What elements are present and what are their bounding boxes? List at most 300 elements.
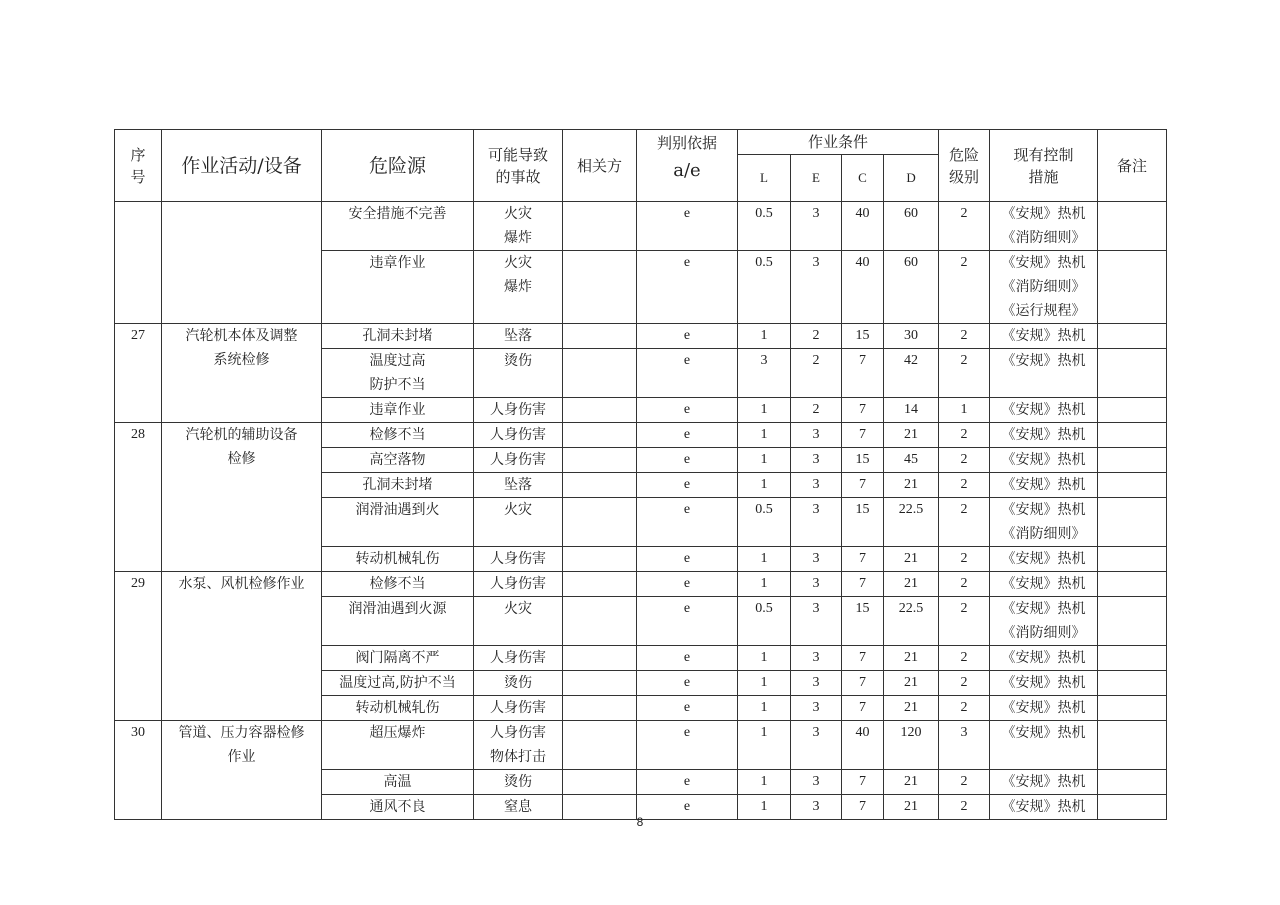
remark-cell [1098, 423, 1167, 448]
level-cell: 2 [939, 251, 990, 324]
hazard-cell-line: 超压爆炸 [369, 725, 426, 741]
hazard-cell [322, 597, 474, 646]
L-cell: 0.5 [738, 597, 791, 646]
accident-cell [474, 498, 563, 547]
basis-cell: e [637, 795, 738, 820]
L-cell: 3 [738, 349, 791, 398]
level-cell: 3 [939, 721, 990, 770]
basis-cell: e [637, 251, 738, 324]
control-cell [990, 671, 1098, 696]
C-cell: 7 [842, 770, 884, 795]
L-cell: 1 [738, 448, 791, 473]
accident-cell [474, 251, 563, 324]
activity-cell-line: 系统检修 [213, 352, 270, 368]
control-cell [990, 721, 1098, 770]
header-conditions: 作业条件 [738, 130, 939, 155]
accident-cell-line: 爆炸 [504, 230, 532, 246]
related-cell [563, 770, 637, 795]
hazard-cell [322, 473, 474, 498]
control-cell [990, 547, 1098, 572]
basis-cell: e [637, 696, 738, 721]
related-cell [563, 423, 637, 448]
basis-cell: e [637, 721, 738, 770]
remark-cell [1098, 646, 1167, 671]
basis-cell: e [637, 646, 738, 671]
accident-cell [474, 324, 563, 349]
C-cell: 7 [842, 349, 884, 398]
control-cell-line: 《安规》热机 [1001, 502, 1086, 518]
table-row [115, 572, 1167, 597]
control-cell-line: 《安规》热机 [1001, 774, 1086, 790]
C-cell: 40 [842, 721, 884, 770]
hazard-assessment-table [114, 129, 1167, 820]
level-cell: 2 [939, 671, 990, 696]
table-header [115, 130, 1167, 202]
D-cell: 60 [884, 251, 939, 324]
L-cell: 1 [738, 696, 791, 721]
E-cell: 3 [791, 671, 842, 696]
accident-cell [474, 349, 563, 398]
E-cell: 2 [791, 398, 842, 423]
activity-cell-line: 管道、压力容器检修 [178, 725, 305, 741]
control-cell [990, 398, 1098, 423]
remark-cell [1098, 770, 1167, 795]
hazard-cell-line: 温度过高,防护不当 [339, 675, 456, 691]
D-cell: 60 [884, 202, 939, 251]
activity-cell-line: 汽轮机本体及调整 [185, 328, 298, 344]
accident-cell-line: 人身伤害 [490, 725, 546, 741]
L-cell: 0.5 [738, 498, 791, 547]
header-remark: 备注 [1098, 130, 1167, 202]
accident-cell [474, 398, 563, 423]
activity-cell [162, 423, 322, 572]
related-cell [563, 202, 637, 251]
hazard-cell [322, 572, 474, 597]
control-cell-line: 《安规》热机 [1001, 206, 1086, 222]
remark-cell [1098, 448, 1167, 473]
D-cell: 22.5 [884, 597, 939, 646]
remark-cell [1098, 473, 1167, 498]
control-cell-line: 《安规》热机 [1001, 725, 1086, 741]
D-cell: 21 [884, 770, 939, 795]
level-cell: 2 [939, 448, 990, 473]
D-cell: 30 [884, 324, 939, 349]
accident-cell [474, 547, 563, 572]
header-hazard: 危险源 [322, 130, 474, 202]
control-cell-line: 《消防细则》 [1001, 625, 1086, 641]
remark-cell [1098, 349, 1167, 398]
D-cell: 14 [884, 398, 939, 423]
control-cell [990, 448, 1098, 473]
C-cell: 7 [842, 795, 884, 820]
accident-cell-line: 爆炸 [504, 279, 532, 295]
related-cell [563, 448, 637, 473]
basis-cell: e [637, 671, 738, 696]
hazard-cell-line: 润滑油遇到火源 [348, 601, 447, 617]
accident-cell [474, 423, 563, 448]
header-control-line: 现有控制 [1013, 145, 1074, 164]
control-cell-line: 《安规》热机 [1001, 576, 1086, 592]
L-cell: 1 [738, 324, 791, 349]
L-cell: 0.5 [738, 251, 791, 324]
hazard-cell-line: 通风不良 [369, 799, 426, 815]
E-cell: 3 [791, 448, 842, 473]
related-cell [563, 646, 637, 671]
related-cell [563, 324, 637, 349]
seq-cell [115, 202, 162, 324]
control-cell [990, 324, 1098, 349]
accident-cell [474, 671, 563, 696]
L-cell: 0.5 [738, 202, 791, 251]
level-cell: 2 [939, 597, 990, 646]
header-control [990, 130, 1098, 202]
control-cell-line: 《安规》热机 [1001, 700, 1086, 716]
D-cell: 42 [884, 349, 939, 398]
hazard-cell-line: 防护不当 [369, 377, 426, 393]
level-cell: 2 [939, 423, 990, 448]
header-activity: 作业活动/设备 [162, 130, 322, 202]
accident-cell-line: 火灾 [504, 255, 532, 271]
E-cell: 3 [791, 572, 842, 597]
accident-cell-line: 烫伤 [504, 774, 532, 790]
accident-cell-line: 烫伤 [504, 675, 532, 691]
related-cell [563, 473, 637, 498]
hazard-cell-line: 安全措施不完善 [348, 206, 447, 222]
C-cell: 7 [842, 572, 884, 597]
D-cell: 21 [884, 646, 939, 671]
level-cell: 2 [939, 696, 990, 721]
accident-cell [474, 448, 563, 473]
related-cell [563, 398, 637, 423]
L-cell: 1 [738, 770, 791, 795]
hazard-cell-line: 违章作业 [369, 255, 426, 271]
C-cell: 7 [842, 547, 884, 572]
C-cell: 7 [842, 646, 884, 671]
header-accident [474, 130, 563, 202]
remark-cell [1098, 398, 1167, 423]
header-control-line: 措施 [1028, 167, 1059, 186]
hazard-cell [322, 646, 474, 671]
accident-cell-line: 人身伤害 [490, 402, 546, 418]
hazard-cell-line: 检修不当 [369, 576, 426, 592]
accident-cell-line: 火灾 [504, 601, 532, 617]
level-cell: 2 [939, 498, 990, 547]
header-seq [115, 130, 162, 202]
control-cell-line: 《消防细则》 [1001, 526, 1086, 542]
D-cell: 21 [884, 572, 939, 597]
basis-cell: e [637, 473, 738, 498]
hazard-cell-line: 检修不当 [369, 427, 426, 443]
accident-cell-line: 人身伤害 [490, 700, 546, 716]
E-cell: 3 [791, 721, 842, 770]
seq-cell: 29 [115, 572, 162, 721]
remark-cell [1098, 547, 1167, 572]
remark-cell [1098, 597, 1167, 646]
header-related: 相关方 [563, 130, 637, 202]
C-cell: 15 [842, 324, 884, 349]
E-cell: 2 [791, 349, 842, 398]
related-cell [563, 671, 637, 696]
header-basis [637, 130, 738, 202]
related-cell [563, 547, 637, 572]
level-cell: 1 [939, 398, 990, 423]
control-cell-line: 《安规》热机 [1001, 650, 1086, 666]
accident-cell [474, 473, 563, 498]
C-cell: 40 [842, 202, 884, 251]
activity-cell [162, 324, 322, 423]
table-row [115, 721, 1167, 770]
accident-cell [474, 721, 563, 770]
seq-cell: 28 [115, 423, 162, 572]
C-cell: 7 [842, 398, 884, 423]
level-cell: 2 [939, 572, 990, 597]
L-cell: 1 [738, 398, 791, 423]
table-row [115, 423, 1167, 448]
level-cell: 2 [939, 770, 990, 795]
hazard-cell [322, 251, 474, 324]
accident-cell-line: 火灾 [504, 502, 532, 518]
control-cell-line: 《运行规程》 [1001, 303, 1086, 319]
basis-cell: e [637, 770, 738, 795]
accident-cell [474, 597, 563, 646]
related-cell [563, 251, 637, 324]
header-level [939, 130, 990, 202]
related-cell [563, 572, 637, 597]
remark-cell [1098, 671, 1167, 696]
D-cell: 21 [884, 547, 939, 572]
control-cell [990, 597, 1098, 646]
basis-cell: e [637, 423, 738, 448]
L-cell: 1 [738, 547, 791, 572]
accident-cell [474, 696, 563, 721]
E-cell: 3 [791, 597, 842, 646]
hazard-cell [322, 349, 474, 398]
header-level-line: 级别 [949, 167, 980, 186]
basis-cell: e [637, 498, 738, 547]
related-cell [563, 696, 637, 721]
hazard-cell-line: 转动机械轧伤 [355, 551, 440, 567]
basis-cell: e [637, 572, 738, 597]
D-cell: 22.5 [884, 498, 939, 547]
control-cell-line: 《安规》热机 [1001, 328, 1086, 344]
E-cell: 3 [791, 202, 842, 251]
level-cell: 2 [939, 349, 990, 398]
E-cell: 2 [791, 324, 842, 349]
E-cell: 3 [791, 646, 842, 671]
L-cell: 1 [738, 423, 791, 448]
header-E: E [791, 155, 842, 202]
control-cell-line: 《安规》热机 [1001, 402, 1086, 418]
accident-cell [474, 646, 563, 671]
E-cell: 3 [791, 473, 842, 498]
header-seq-line: 序 [130, 145, 146, 164]
hazard-cell [322, 398, 474, 423]
accident-cell-line: 人身伤害 [490, 650, 546, 666]
hazard-cell-line: 违章作业 [369, 402, 426, 418]
hazard-cell [322, 770, 474, 795]
accident-cell [474, 572, 563, 597]
C-cell: 7 [842, 423, 884, 448]
hazard-cell-line: 孔洞未封堵 [362, 477, 433, 493]
basis-cell: e [637, 398, 738, 423]
basis-cell: e [637, 324, 738, 349]
header-basis-ae: a/e [673, 160, 701, 181]
control-cell [990, 770, 1098, 795]
control-cell [990, 349, 1098, 398]
D-cell: 21 [884, 795, 939, 820]
E-cell: 3 [791, 423, 842, 448]
header-level-line: 危险 [949, 145, 980, 164]
hazard-cell [322, 324, 474, 349]
control-cell-line: 《安规》热机 [1001, 452, 1086, 468]
hazard-cell-line: 孔洞未封堵 [362, 328, 433, 344]
hazard-cell-line: 润滑油遇到火 [355, 502, 440, 518]
L-cell: 1 [738, 671, 791, 696]
E-cell: 3 [791, 696, 842, 721]
D-cell: 21 [884, 423, 939, 448]
control-cell [990, 423, 1098, 448]
remark-cell [1098, 251, 1167, 324]
level-cell: 2 [939, 202, 990, 251]
C-cell: 15 [842, 448, 884, 473]
control-cell-line: 《安规》热机 [1001, 427, 1086, 443]
remark-cell [1098, 721, 1167, 770]
activity-cell [162, 721, 322, 820]
level-cell: 2 [939, 795, 990, 820]
D-cell: 21 [884, 473, 939, 498]
control-cell-line: 《安规》热机 [1001, 675, 1086, 691]
control-cell-line: 《安规》热机 [1001, 551, 1086, 567]
C-cell: 15 [842, 498, 884, 547]
hazard-cell [322, 671, 474, 696]
level-cell: 2 [939, 473, 990, 498]
activity-cell-line: 检修 [227, 451, 256, 467]
hazard-cell [322, 448, 474, 473]
header-L: L [738, 155, 791, 202]
E-cell: 3 [791, 498, 842, 547]
D-cell: 45 [884, 448, 939, 473]
remark-cell [1098, 324, 1167, 349]
page-number: 8 [636, 815, 644, 829]
basis-cell: e [637, 202, 738, 251]
hazard-cell [322, 721, 474, 770]
D-cell: 21 [884, 671, 939, 696]
basis-cell: e [637, 349, 738, 398]
remark-cell [1098, 202, 1167, 251]
accident-cell [474, 202, 563, 251]
header-basis-label: 判别依据 [656, 134, 717, 152]
level-cell: 2 [939, 646, 990, 671]
C-cell: 7 [842, 696, 884, 721]
header-accident-line: 可能导致 [487, 145, 548, 164]
control-cell-line: 《安规》热机 [1001, 353, 1086, 369]
related-cell [563, 721, 637, 770]
accident-cell-line: 窒息 [504, 799, 532, 815]
control-cell [990, 572, 1098, 597]
activity-cell-line: 汽轮机的辅助设备 [185, 427, 298, 443]
activity-cell [162, 572, 322, 721]
L-cell: 1 [738, 795, 791, 820]
related-cell [563, 498, 637, 547]
header-C: C [842, 155, 884, 202]
C-cell: 40 [842, 251, 884, 324]
control-cell [990, 473, 1098, 498]
hazard-cell-line: 高空落物 [369, 452, 426, 468]
activity-cell [162, 202, 322, 324]
control-cell [990, 498, 1098, 547]
L-cell: 1 [738, 721, 791, 770]
header-D: D [884, 155, 939, 202]
hazard-cell-line: 转动机械轧伤 [355, 700, 440, 716]
D-cell: 21 [884, 696, 939, 721]
E-cell: 3 [791, 547, 842, 572]
accident-cell-line: 烫伤 [504, 353, 532, 369]
control-cell [990, 696, 1098, 721]
C-cell: 7 [842, 671, 884, 696]
header-accident-line: 的事故 [495, 167, 541, 186]
level-cell: 2 [939, 324, 990, 349]
activity-cell-line: 水泵、风机检修作业 [178, 576, 305, 592]
remark-cell [1098, 498, 1167, 547]
accident-cell [474, 770, 563, 795]
control-cell-line: 《消防细则》 [1001, 279, 1086, 295]
hazard-cell [322, 202, 474, 251]
E-cell: 3 [791, 795, 842, 820]
activity-cell-line: 作业 [227, 749, 256, 765]
seq-cell: 27 [115, 324, 162, 423]
control-cell-line: 《消防细则》 [1001, 230, 1086, 246]
header-seq-line: 号 [130, 167, 146, 186]
basis-cell: e [637, 547, 738, 572]
control-cell-line: 《安规》热机 [1001, 255, 1086, 271]
seq-cell: 30 [115, 721, 162, 820]
table-body [115, 202, 1167, 820]
related-cell [563, 349, 637, 398]
accident-cell-line: 人身伤害 [490, 452, 546, 468]
control-cell [990, 646, 1098, 671]
C-cell: 15 [842, 597, 884, 646]
accident-cell-line: 坠落 [504, 477, 532, 493]
D-cell: 120 [884, 721, 939, 770]
remark-cell [1098, 696, 1167, 721]
accident-cell-line: 物体打击 [490, 749, 546, 765]
L-cell: 1 [738, 572, 791, 597]
control-cell-line: 《安规》热机 [1001, 601, 1086, 617]
control-cell-line: 《安规》热机 [1001, 477, 1086, 493]
control-cell [990, 202, 1098, 251]
remark-cell [1098, 572, 1167, 597]
control-cell-line: 《安规》热机 [1001, 799, 1086, 815]
hazard-cell [322, 547, 474, 572]
E-cell: 3 [791, 770, 842, 795]
accident-cell-line: 坠落 [504, 328, 532, 344]
hazard-cell [322, 423, 474, 448]
related-cell [563, 597, 637, 646]
accident-cell-line: 人身伤害 [490, 427, 546, 443]
E-cell: 3 [791, 251, 842, 324]
hazard-cell [322, 696, 474, 721]
accident-cell-line: 火灾 [504, 206, 532, 222]
table-row [115, 202, 1167, 251]
hazard-cell-line: 阀门隔离不严 [355, 650, 440, 666]
hazard-cell-line: 高温 [383, 774, 412, 790]
hazard-cell-line: 温度过高 [369, 353, 426, 369]
L-cell: 1 [738, 473, 791, 498]
control-cell [990, 251, 1098, 324]
L-cell: 1 [738, 646, 791, 671]
hazard-cell [322, 498, 474, 547]
accident-cell-line: 人身伤害 [490, 576, 546, 592]
